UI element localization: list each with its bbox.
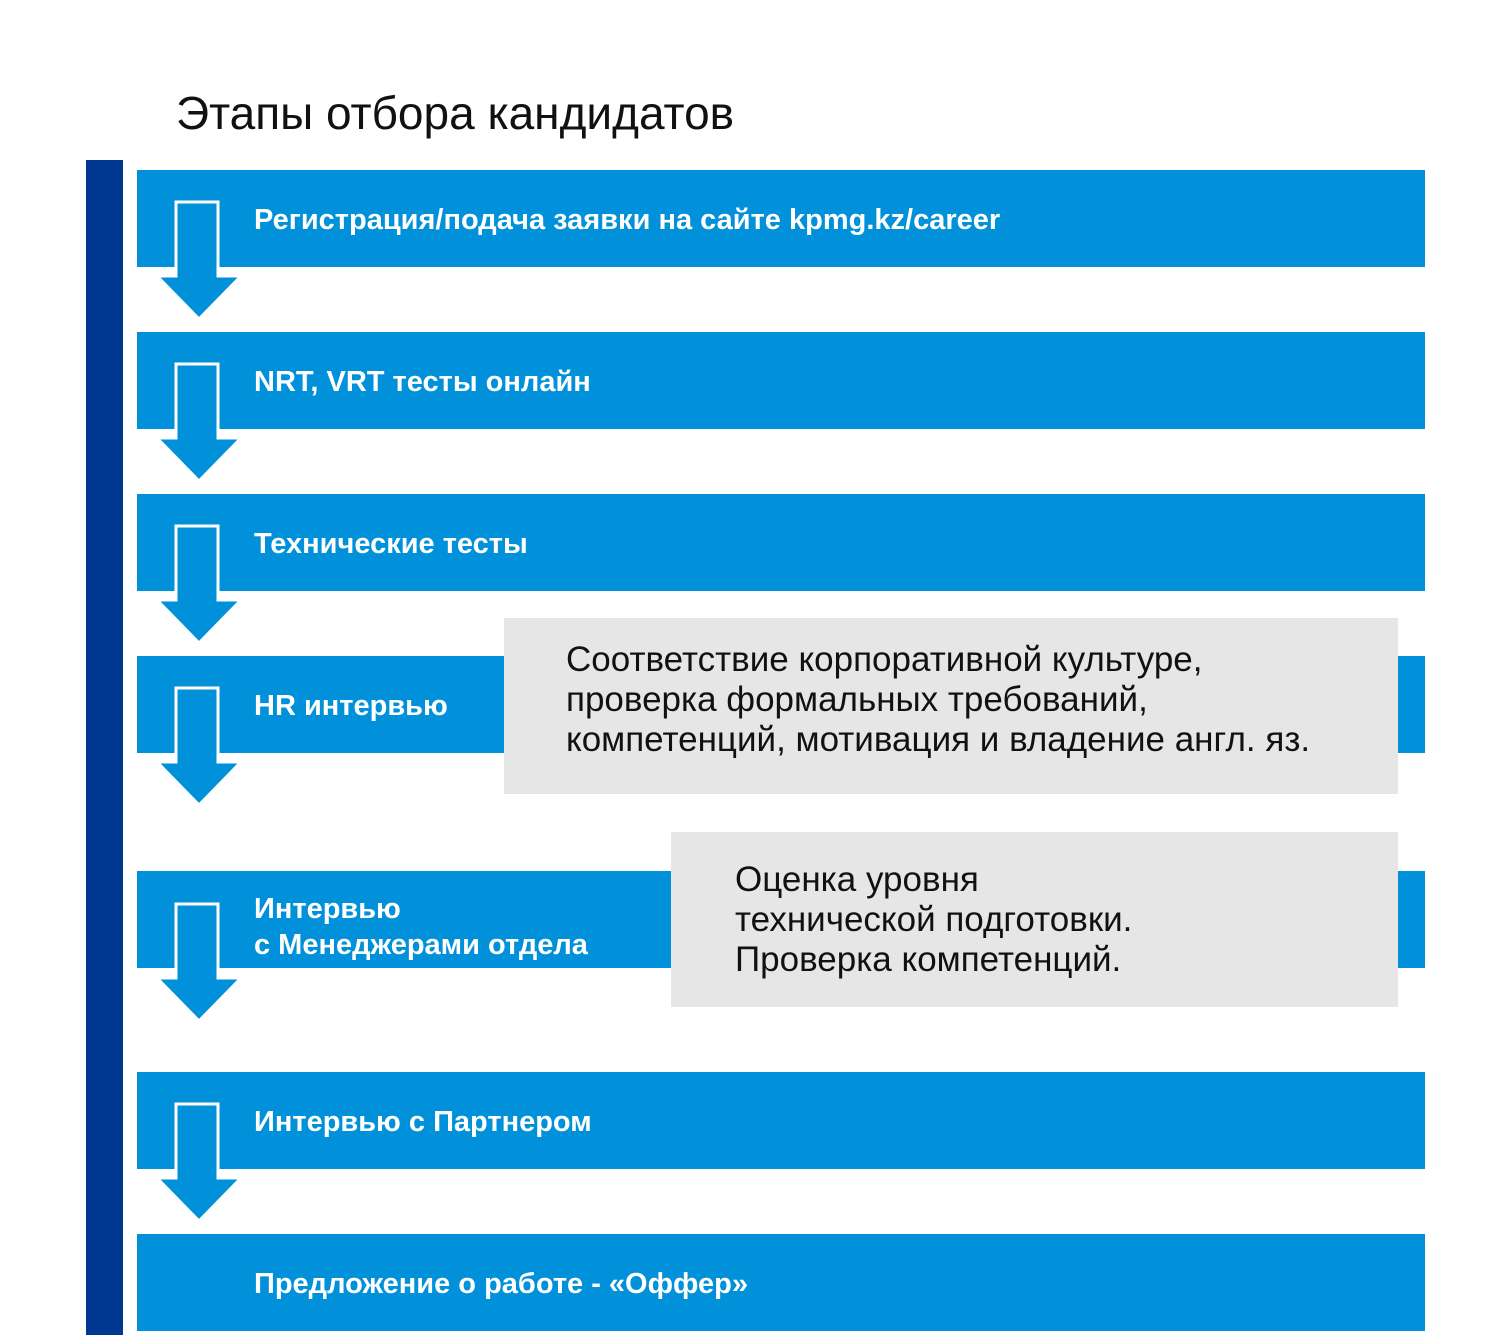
down-arrow-icon <box>157 200 241 330</box>
stage-label: Регистрация/подача заявки на сайте kpmg.kz/career <box>254 204 1001 236</box>
page-title: Этапы отбора кандидатов <box>176 87 735 139</box>
stage-offer <box>137 1234 1425 1331</box>
note-hr-interview <box>504 618 1398 794</box>
side-accent-bar <box>86 160 123 1335</box>
stage-label: HR интервью <box>254 690 448 722</box>
down-arrow-icon <box>157 524 241 654</box>
stage-label: NRT, VRT тесты онлайн <box>254 366 591 398</box>
down-arrow-icon <box>157 902 241 1032</box>
down-arrow-icon <box>157 686 241 816</box>
stage-online-tests <box>137 332 1425 429</box>
stage-technical-tests <box>137 494 1425 591</box>
note-text: Оценка уровня технической подготовки. Проверка компетенций. <box>735 860 1133 979</box>
stage-label: Технические тесты <box>254 528 528 560</box>
note-text: Соответствие корпоративной культуре, проверка формальных требований, компетенций, мотивация и владение англ. яз. <box>566 640 1311 759</box>
down-arrow-icon <box>157 1102 241 1232</box>
stage-label: Интервью с Менеджерами отдела <box>254 893 588 961</box>
down-arrow-icon <box>157 362 241 492</box>
stage-label: Интервью с Партнером <box>254 1106 592 1138</box>
stage-label: Предложение о работе - «Оффер» <box>254 1268 748 1300</box>
stage-partner-interview <box>137 1072 1425 1169</box>
stage-registration <box>137 170 1425 267</box>
note-manager-interview <box>671 832 1398 1007</box>
